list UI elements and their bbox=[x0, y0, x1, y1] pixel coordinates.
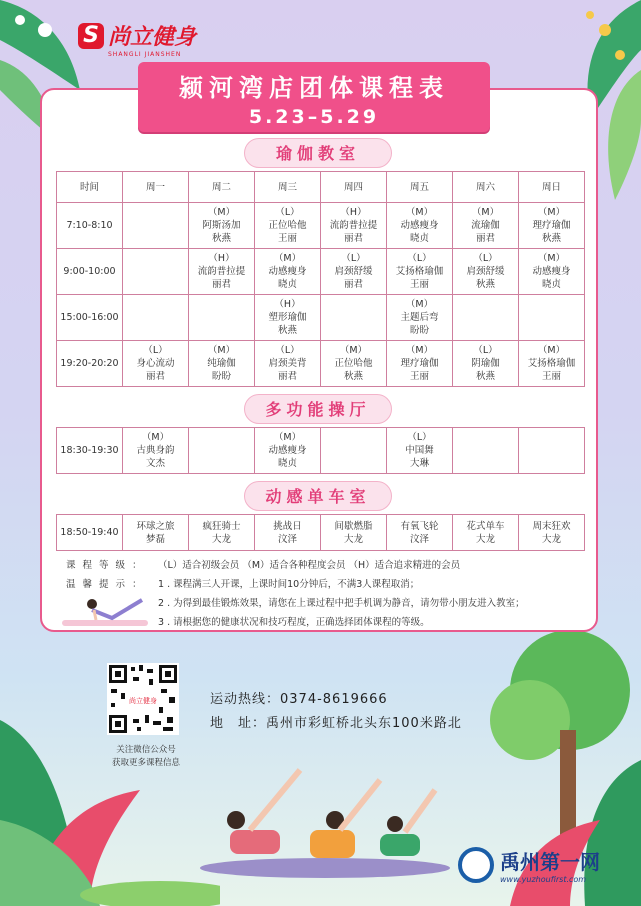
class-cell bbox=[453, 203, 519, 249]
site-name: 禹州第一网 bbox=[500, 850, 600, 874]
cell-line bbox=[321, 431, 386, 444]
class-cell bbox=[189, 203, 255, 249]
cell-line: 阴瑜伽 bbox=[471, 358, 500, 369]
section-yoga-title: 瑜伽教室 bbox=[244, 138, 392, 168]
cell-line: 汶泽 bbox=[277, 533, 297, 545]
cell-line: 大龙 bbox=[343, 533, 363, 545]
stretching-woman-icon bbox=[62, 592, 148, 628]
cell-line: 周末狂欢 bbox=[532, 520, 571, 532]
cell-line: 挑战日 bbox=[273, 520, 302, 532]
cell-line: 肩颈舒缓 bbox=[466, 266, 505, 277]
weekday-header: 周二 bbox=[189, 172, 255, 203]
class-cell bbox=[387, 428, 453, 474]
cell-line: （M） bbox=[273, 432, 302, 443]
class-cell bbox=[519, 295, 585, 341]
tip-1: 1 . 课程满三人开课，上课时间10分钟后，不满3人课程取消； bbox=[158, 579, 420, 590]
class-cell bbox=[123, 341, 189, 387]
section-spin-title: 动感单车室 bbox=[244, 481, 392, 511]
cell-line bbox=[519, 298, 584, 311]
cell-line: （M） bbox=[537, 253, 566, 264]
cell-line bbox=[189, 457, 254, 470]
title-banner bbox=[138, 62, 490, 132]
site-watermark bbox=[458, 846, 600, 884]
cell-line: （H） bbox=[340, 207, 367, 218]
cell-line: 秋燕 bbox=[475, 279, 495, 290]
class-cell bbox=[255, 249, 321, 295]
class-cell bbox=[453, 341, 519, 387]
site-url: www.yuzhoufirst.com bbox=[500, 875, 587, 884]
class-cell bbox=[519, 428, 585, 474]
brand-subtitle: SHANGLI JIANSHEN bbox=[108, 51, 182, 58]
qr-caption-line-2: 获取更多课程信息 bbox=[111, 758, 180, 768]
weekday-header: 周五 bbox=[387, 172, 453, 203]
class-cell bbox=[123, 295, 189, 341]
cell-line: 文杰 bbox=[145, 458, 165, 469]
class-cell bbox=[321, 249, 387, 295]
cell-line: 主题后弯 bbox=[400, 312, 439, 323]
cell-line: （M） bbox=[537, 345, 566, 356]
class-cell bbox=[519, 203, 585, 249]
cell-line bbox=[453, 298, 518, 311]
weekday-header: 周三 bbox=[255, 172, 321, 203]
cell-line bbox=[123, 278, 188, 291]
yoga-schedule-table bbox=[56, 171, 585, 387]
cell-line: 梦磊 bbox=[145, 533, 165, 545]
hotline: 运动热线：0374-8619666 bbox=[210, 692, 388, 707]
cell-line: 丽君 bbox=[211, 279, 231, 290]
tip-2: 2 . 为得到最佳锻炼效果，请您在上课过程中把手机调为静音，请勿带小朋友进入教室； bbox=[158, 598, 525, 609]
cell-line: 秋燕 bbox=[343, 371, 363, 382]
time-slot: 18:30-19:30 bbox=[57, 428, 123, 474]
cell-line bbox=[321, 298, 386, 311]
page-title: 颍河湾店团体课程表 bbox=[179, 74, 449, 102]
address: 地 址：禹州市彩虹桥北头东100米路北 bbox=[210, 716, 462, 731]
cell-line bbox=[519, 311, 584, 324]
cell-line bbox=[189, 431, 254, 444]
cell-line bbox=[189, 298, 254, 311]
cell-line: 盼盼 bbox=[409, 325, 429, 336]
cell-line: （L） bbox=[275, 345, 300, 356]
cell-line: （L） bbox=[275, 207, 300, 218]
site-logo-icon bbox=[458, 847, 494, 883]
cell-line: （L） bbox=[143, 345, 168, 356]
yoga-people-illustration bbox=[190, 760, 460, 880]
class-cell bbox=[519, 249, 585, 295]
cell-line bbox=[189, 444, 254, 457]
cell-line bbox=[123, 219, 188, 232]
weekday-header: 周四 bbox=[321, 172, 387, 203]
cell-line: （M） bbox=[405, 299, 434, 310]
cell-line: 疯狂骑士 bbox=[202, 520, 241, 532]
cell-line: 有氧飞轮 bbox=[400, 520, 439, 532]
class-cell bbox=[189, 515, 255, 551]
cell-line bbox=[321, 444, 386, 457]
cell-line: 盼盼 bbox=[211, 371, 231, 382]
cell-line: 王丽 bbox=[541, 371, 561, 382]
cell-line: 秋燕 bbox=[541, 233, 561, 244]
cell-line: （M） bbox=[207, 207, 236, 218]
weekday-header: 周一 bbox=[123, 172, 189, 203]
cell-line bbox=[123, 206, 188, 219]
cell-line: （M） bbox=[537, 207, 566, 218]
cell-line bbox=[123, 298, 188, 311]
class-cell bbox=[321, 203, 387, 249]
cell-line: 动感瘦身 bbox=[268, 266, 307, 277]
class-cell bbox=[387, 515, 453, 551]
cell-line: （M） bbox=[405, 207, 434, 218]
cell-line: 丽君 bbox=[343, 233, 363, 244]
weekday-header: 周六 bbox=[453, 172, 519, 203]
qr-caption-line-1: 关注微信公众号 bbox=[116, 745, 176, 755]
cell-line: （L） bbox=[407, 432, 432, 443]
class-cell bbox=[453, 249, 519, 295]
time-header: 时间 bbox=[57, 172, 123, 203]
cell-line: 流瑜伽 bbox=[471, 220, 500, 231]
cell-line: （M） bbox=[471, 207, 500, 218]
class-cell bbox=[453, 428, 519, 474]
level-text: （L）适合初级会员 （M）适合各种程度会员 （H）适合追求精进的会员 bbox=[158, 560, 461, 571]
cell-line: （L） bbox=[473, 345, 498, 356]
cell-line bbox=[453, 457, 518, 470]
class-cell bbox=[189, 341, 255, 387]
cell-line: 塑形瑜伽 bbox=[268, 312, 307, 323]
cell-line: 流韵普拉提 bbox=[329, 220, 378, 231]
level-label: 课 程 等 级 ： bbox=[66, 560, 144, 571]
cell-line: 花式单车 bbox=[466, 520, 505, 532]
section-multi-title: 多功能操厅 bbox=[244, 394, 392, 424]
cell-line: 间歇燃脂 bbox=[334, 520, 373, 532]
weekday-header-row bbox=[57, 172, 585, 203]
cell-line bbox=[519, 431, 584, 444]
cell-line: 古典身韵 bbox=[136, 445, 175, 456]
cell-line: 理疗瑜伽 bbox=[400, 358, 439, 369]
cell-line: 晓贞 bbox=[277, 279, 297, 290]
cell-line: 晓贞 bbox=[277, 458, 297, 469]
cell-line: 丽君 bbox=[145, 371, 165, 382]
cell-line: 正位哈他 bbox=[268, 220, 307, 231]
cell-line bbox=[321, 324, 386, 337]
class-cell bbox=[387, 341, 453, 387]
class-cell bbox=[255, 295, 321, 341]
class-cell bbox=[519, 341, 585, 387]
cell-line: 艾扬格瑜伽 bbox=[527, 358, 576, 369]
cell-line: 丽君 bbox=[277, 371, 297, 382]
cell-line: 肩颈舒缓 bbox=[334, 266, 373, 277]
time-slot: 19:20-20:20 bbox=[57, 341, 123, 387]
cell-line: （L） bbox=[407, 253, 432, 264]
cell-line: 艾扬格瑜伽 bbox=[395, 266, 444, 277]
cell-line: 环球之旅 bbox=[136, 520, 175, 532]
cell-line: 正位哈他 bbox=[334, 358, 373, 369]
class-cell bbox=[453, 515, 519, 551]
schedule-row bbox=[57, 428, 585, 474]
class-cell bbox=[321, 515, 387, 551]
cell-line: 动感瘦身 bbox=[268, 445, 307, 456]
schedule-row bbox=[57, 249, 585, 295]
class-cell bbox=[123, 428, 189, 474]
schedule-row bbox=[57, 203, 585, 249]
class-cell bbox=[189, 249, 255, 295]
qr-center-label: 尚立健身 bbox=[129, 697, 157, 705]
weekday-header: 周日 bbox=[519, 172, 585, 203]
cell-line: 丽君 bbox=[475, 233, 495, 244]
cell-line bbox=[123, 311, 188, 324]
cell-line: 中国舞 bbox=[405, 445, 434, 456]
schedule-row bbox=[57, 341, 585, 387]
cell-line bbox=[453, 431, 518, 444]
class-cell bbox=[123, 203, 189, 249]
cell-line: （H） bbox=[208, 253, 235, 264]
cell-line bbox=[519, 324, 584, 337]
class-cell bbox=[189, 428, 255, 474]
class-cell bbox=[255, 515, 321, 551]
wechat-qr-code[interactable] bbox=[107, 663, 179, 735]
cell-line: 晓贞 bbox=[409, 233, 429, 244]
cell-line: 身心流动 bbox=[136, 358, 175, 369]
cell-line: 流韵普拉提 bbox=[197, 266, 246, 277]
cell-line: 秋燕 bbox=[277, 325, 297, 336]
class-cell bbox=[123, 249, 189, 295]
class-cell bbox=[123, 515, 189, 551]
class-cell bbox=[387, 249, 453, 295]
class-cell bbox=[255, 341, 321, 387]
multi-schedule-table bbox=[56, 427, 585, 474]
cell-line bbox=[123, 232, 188, 245]
cell-line: 秋燕 bbox=[211, 233, 231, 244]
spin-schedule-table bbox=[56, 514, 585, 551]
tips-label: 温 馨 提 示 ： bbox=[66, 579, 144, 590]
cell-line: （M） bbox=[207, 345, 236, 356]
class-cell bbox=[387, 203, 453, 249]
schedule-row bbox=[57, 295, 585, 341]
cell-line: （M） bbox=[273, 253, 302, 264]
cell-line bbox=[123, 265, 188, 278]
cell-line: 王丽 bbox=[409, 279, 429, 290]
cell-line bbox=[123, 324, 188, 337]
class-cell bbox=[189, 295, 255, 341]
cell-line: （M） bbox=[405, 345, 434, 356]
cell-line: 丽君 bbox=[343, 279, 363, 290]
cell-line: （H） bbox=[274, 299, 301, 310]
cell-line: （L） bbox=[341, 253, 366, 264]
date-range: 5.23–5.29 bbox=[248, 106, 380, 128]
cell-line bbox=[453, 324, 518, 337]
class-cell bbox=[519, 515, 585, 551]
tip-3: 3 . 请根据您的健康状况和技巧程度，正确选择团体课程的等级。 bbox=[158, 617, 430, 628]
cell-line: 大龙 bbox=[541, 533, 561, 545]
cell-line: 晓贞 bbox=[541, 279, 561, 290]
class-cell bbox=[321, 295, 387, 341]
cell-line: （M） bbox=[141, 432, 170, 443]
time-slot: 15:00-16:00 bbox=[57, 295, 123, 341]
cell-line bbox=[519, 457, 584, 470]
cell-line: 纯瑜伽 bbox=[207, 358, 236, 369]
cell-line: 秋燕 bbox=[475, 371, 495, 382]
cell-line: （M） bbox=[339, 345, 368, 356]
brand-logo-mark: S bbox=[78, 23, 104, 49]
time-slot: 18:50-19:40 bbox=[57, 515, 123, 551]
class-cell bbox=[387, 295, 453, 341]
class-cell bbox=[255, 428, 321, 474]
cell-line: 大琳 bbox=[409, 458, 429, 469]
cell-line: 王丽 bbox=[409, 371, 429, 382]
cell-line: 肩颈美背 bbox=[268, 358, 307, 369]
cell-line: 大龙 bbox=[475, 533, 495, 545]
qr-caption bbox=[96, 744, 196, 770]
cell-line: 王丽 bbox=[277, 233, 297, 244]
time-slot: 7:10-8:10 bbox=[57, 203, 123, 249]
cell-line: 大龙 bbox=[211, 533, 231, 545]
brand-name: 尚立健身 bbox=[108, 25, 197, 50]
cell-line bbox=[321, 457, 386, 470]
cell-line: 阿斯汤加 bbox=[202, 220, 241, 231]
class-cell bbox=[321, 428, 387, 474]
time-slot: 9:00-10:00 bbox=[57, 249, 123, 295]
cell-line: 汶泽 bbox=[409, 533, 429, 545]
schedule-row bbox=[57, 515, 585, 551]
cell-line bbox=[453, 444, 518, 457]
class-cell bbox=[453, 295, 519, 341]
cell-line: 理疗瑜伽 bbox=[532, 220, 571, 231]
cell-line bbox=[123, 252, 188, 265]
class-cell bbox=[255, 203, 321, 249]
cell-line bbox=[453, 311, 518, 324]
cell-line bbox=[519, 444, 584, 457]
cell-line: 动感瘦身 bbox=[532, 266, 571, 277]
cell-line bbox=[189, 311, 254, 324]
class-cell bbox=[321, 341, 387, 387]
cell-line: （L） bbox=[473, 253, 498, 264]
cell-line: 动感瘦身 bbox=[400, 220, 439, 231]
cell-line bbox=[321, 311, 386, 324]
cell-line bbox=[189, 324, 254, 337]
brand-logo bbox=[78, 20, 196, 58]
